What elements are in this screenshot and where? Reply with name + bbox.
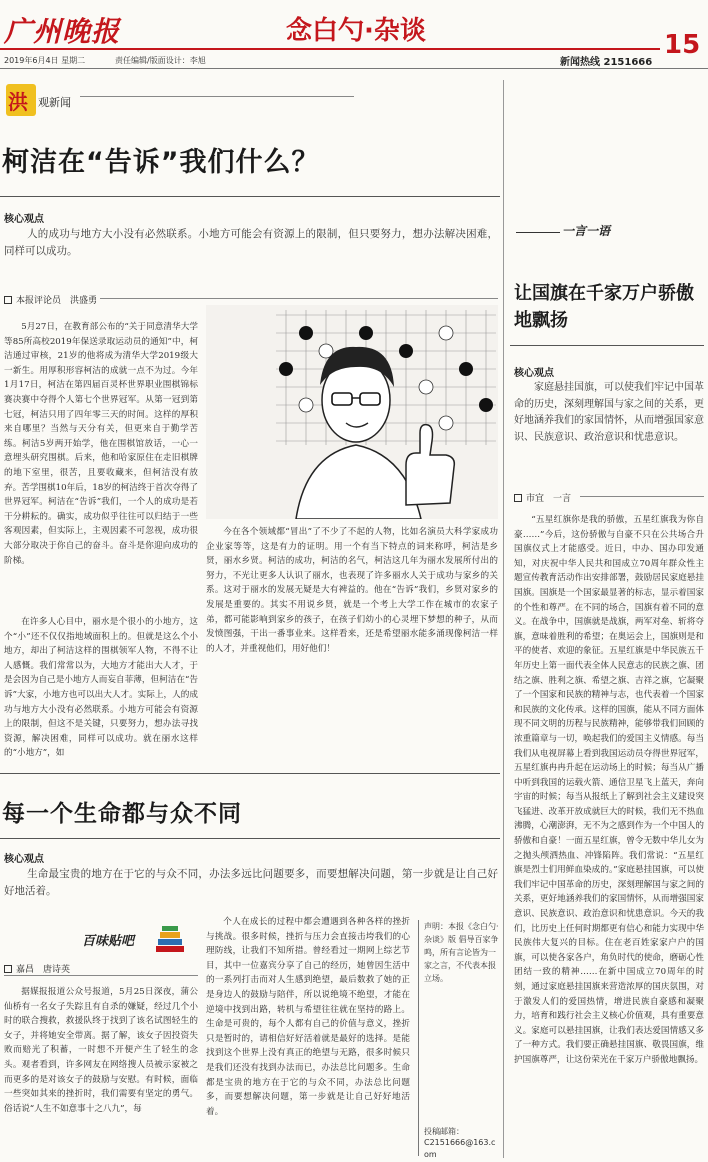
statement-text: 声明：本报《念白勺·杂谈》版 倡导百家争鸣，所有言论皆为一家之言，不代表本报立场。 [424,922,499,983]
sidebar-divider [503,80,504,1158]
article2-title-rule [0,838,500,839]
byline-square-icon [514,494,522,502]
masthead [0,0,708,70]
article1-byline [4,293,97,306]
column-badge [4,82,84,122]
sidebar-body: “五星红旗你是我的骄傲，五星红旗我为你自豪……”今后，这份骄傲与自豪不只在公共场合升国旗仪式上才能感受。近日，中办、国办印发通知，对庆祝中华人民共和国成立70周年群众性主题宣传教育活动作出安排部署，鼓励居民家庭悬挂国旗。国旗是一个国家最显著的标志，显示着国家的个性和尊严。在不同的场合，国旗有着不同的意义。在战争中，国旗就是战旗，两军对垒、斩将夺旗，意味着胜利的希望；在奥运会上，国旗则是和平的使者、欢迎的象征。五星红旗是中华民族五千年历史上第一面代表全体人民意志的民族之旗、团结之旗、胜利之旗、希望之旗、吉祥之旗，它凝聚了一个国家和民族的精神与志，也代表着一个国家和民族的文化传承。这样的国旗，能从不同方面体现不同文明的历程与民族精神，能够带我们回顾的浓重篇章与一切，唤起我们的爱国主义情感。每当我们从电视屏幕上看到我国运动员夺得世界冠军，五星红旗冉冉升起在运动场上的时候；每当从广播中听到我国的运载火箭、通信卫星飞上蓝天，奔向宇宙的时候；每当从报纸上了解到社会主义建设突飞猛进、改革开放成就巨大的时候，我们无不热血沸腾，心潮澎湃，无不为之感到作为一个中国人的骄傲和自豪！一面五星红旗，曾令无数中华儿女为之抛头颅洒热血、冲锋陷阵。我们常说：“五星红旗是烈士们用鲜血染成的。”家庭悬挂国旗，可以使我们牢记中国革命的历史，深刻理解国与家之间的关系，更好地涵养我们的家国情怀，从而增强国家意识、民族意识、政治意识和忧患意识。今天的我们，比历史上任何时期都更有信心和能力实现中华民族伟大复兴的目标。住在老百姓家家户户的国旗，可以使各家各户，角负时代的使命，磨砺心性团结一致的精神……在新中国成立70周年的时刻，通过家庭悬挂国旗来营造浓厚的国庆氛围，对于激发人们的爱国热情，增进民族自豪感和凝聚力，培育和践行社会主义核心价值观，具有重要意义。家庭可以悬挂国旗，让我们表达爱国情感又多了一种方式。我们要正确悬挂国旗、敬畏国旗，维护国旗尊严，让这份荣光在千家万户骄傲地飘扬。 [514,515,704,1065]
article2-byline-rule [4,975,198,976]
page-number: 15 [664,30,701,60]
article2-byline [4,962,70,975]
section-title: 念白勺·杂谈 [286,16,426,46]
article2-column1: 据媒报报道公众号报道，5月25日深夜，蒲公仙桥有一名女子失踪且有自杀的嫌疑，经过几个小时的联合搜救，救援队终于找到了该名试图轻生的女子，并将她安全带离。据了解，该女子因投资失败而赔光了积蓄，一时想不开便产生了轻生的念头。观者看到，许多网友在网络搜人员被示家被之而更多的是对该女子的鼓励与安慰。有时候，面临一些突如其来的挫折时，我们需要有坚定的勇气。俗话说“人生不如意事十之八九”，每 [4,987,198,1114]
article2-title: 每一个生命都与众不同 [2,801,242,827]
hotline-number: 2151666 [603,57,653,68]
masthead-rule [0,48,660,50]
article1-byline-rule [100,298,498,299]
sidebar-byline-text: 市宜 一言 [526,494,572,504]
statement-box [424,920,500,1159]
article2-core-label: 核心观点 [4,854,44,865]
statement-email[interactable]: C2151666@163.com [424,1138,496,1159]
sidebar-byline-rule [580,496,704,497]
article2-core-text: 生命最宝贵的地方在于它的与众不同，办法多远比问题要多，而要想解决问题，第一步就是让自己好好地活着。 [4,868,498,897]
paper-logo: 广州晚报 [4,15,121,48]
byline-square-icon [4,965,12,973]
byline-square-icon [4,296,12,304]
sidebar-title: 让国旗在千家万户骄傲地飘扬 [514,283,694,331]
column-badge-sub: 观新闻 [38,96,71,109]
issue-date: 2019年6月4日 星期二 [4,56,86,65]
masthead-thin-rule [0,68,708,69]
article1-title: 柯洁在“告诉”我们什么？ [2,147,320,178]
statement-email-label: 投稿邮箱： [424,1127,464,1136]
article2-byline-text: 嘉昌 唐诗英 [16,965,71,975]
article1-core-label: 核心观点 [4,214,44,225]
hotline-label: 新闻热线 [560,57,600,68]
sidebar-core-text: 家庭悬挂国旗，可以使我们牢记中国革命的历史，深刻理解国与家之间的关系，更好地涵养我们的家国情怀，从而增强国家意识、民族意识、政治意识和忧患意识。 [514,382,704,443]
article1-column1b: 在许多人心目中，丽水是个很小的小地方，这个“小”还不仅仅指地域面积上的。但就是这么个小地方，却出了柯洁这样的围棋领军人物，不得不让人感慨。我们常常以为，大地方才能出大人才，于是会因为自己是小地方人而妄自菲薄，但柯洁在“告诉”大家，小地方也可以出大人才。实际上，人的成功与地方大小没有必然联系。小地方可能会有资源上的限制，但这不是关键，只要努力，想办法寻找资源，解决困难，同样可以成功。就在丽水这样的“小地方”，如 [4,617,198,759]
badge-rule [80,96,354,97]
sidebar-byline [514,491,571,504]
article1-bottom-rule [0,773,500,774]
article1-byline-text: 本报评论员 洪盛勇 [16,296,98,306]
column-logo [50,920,190,960]
article2-column2: 个人在成长的过程中都会遭遇到各种各样的挫折与挑战。很多时候，挫折与压力会直接击垮我们的心理防线，让我们不知所措。曾经看过一期网上综艺节目，其中一位嘉宾分享了自己的经历，她曾因生活中的一系列打击而对人生感到绝望，最后数救了她的正是身边人的鼓励与陪伴，所以说绝境不绝望，才能在逆境中找到出路，转机与希望往往就在坚持的路上。生命是可贵的，每个人都有自己的价值与意义，挫折只是暂时的，请相信好好活着就是最好的选择。是能找到这个世界上没有真正的绝望与无路，很多时候只是我们还没有找到办法而已，办法总比问题多。生命都是宝贵的地方在于它的与众不同，办法总比问题多，而要想解决问题，第一步就是让自己好好地活着。 [206,917,410,1117]
thumbs-up-caricature [296,347,454,519]
article1-column2: 今在各个领域都“冒出”了不少了不起的人物，比如名演员大科学家成功企业家等等，这是有力的证明。用一个有当下特点的词来称呼，柯洁是乡贤，丽水乡贤。柯洁的成功，柯洁的名气，柯洁这几年为丽水发展所付出的努力，不光让更多人认识了丽水，也表现了许多丽水人关于成功与家乡的关系。这对于丽水的发展无疑是大有裨益的。他在“告诉”我们，乡贤对家乡的发展是重要的。其实不用说乡贤，就是一个考上大学工作在城市的农家子弟，都可能影响到家乡的孩子，在孩子们幼小的心灵埋下梦想的种子，从而发愤图强，干出一番事业来。这样看来，还是希望丽水能多涌现像柯洁一样的人才，并重视他们，用好他们！ [206,527,498,654]
sidebar-core-label: 核心观点 [514,368,554,379]
article1-core-text: 人的成功与地方大小没有必然联系。小地方可能会有资源上的限制，但只要努力，想办法解决困难，同样可以成功。 [4,228,498,257]
sidebar-badge-text: 一言一语 [562,224,611,238]
sidebar-badge-line [516,232,560,233]
article1-column1: 5月27日，在教育部公布的“关于同意清华大学等85所高校2019年保送录取运动员的通知”中，柯洁通过审核，21岁的他将成为清华大学2019级大一新生。用厚积形容柯洁的成就一点不为过。今年1月17日，柯洁在第四届百灵杯世界职业围棋锦标赛决赛中夺得个人第七个世界冠军。从第一冠到第七冠，柯洁只用了四年零三天的时间。这样的厚积来自哪里？当然与天分有关，但更来自于勤学苦练。柯洁5岁两开始学，他在围棋馆放话，一心一意埋头研究围棋。后来，他和哈家原住在走旧棋牌的地下室里，很苦，且要收藏来，但柯洁没有放弃。苦学围棋10年后，18岁的柯洁终于首次夺得了世界冠军。柯洁在“告诉”我们，一个人的成功是若干分耕耘的。确实，成功似乎往往可以归结于一些客观因素，但实际上，主观因素不可忽视，成功很大部分取决于你自己的奋斗。奋斗是你迎向成功的阶梯。 [4,322,198,566]
statement-divider [418,920,419,1156]
article1-title-rule [0,196,500,197]
editor-credit: 责任编辑/版面设计：李旭 [115,56,206,65]
hotline [560,53,652,68]
books-stack-icon [154,924,186,956]
column-badge-main: 洪 [8,90,28,114]
go-board-illustration [206,305,498,519]
sidebar-badge [516,218,706,248]
column-logo-text: 百味贴吧 [82,934,135,949]
sidebar-title-rule [510,345,704,346]
